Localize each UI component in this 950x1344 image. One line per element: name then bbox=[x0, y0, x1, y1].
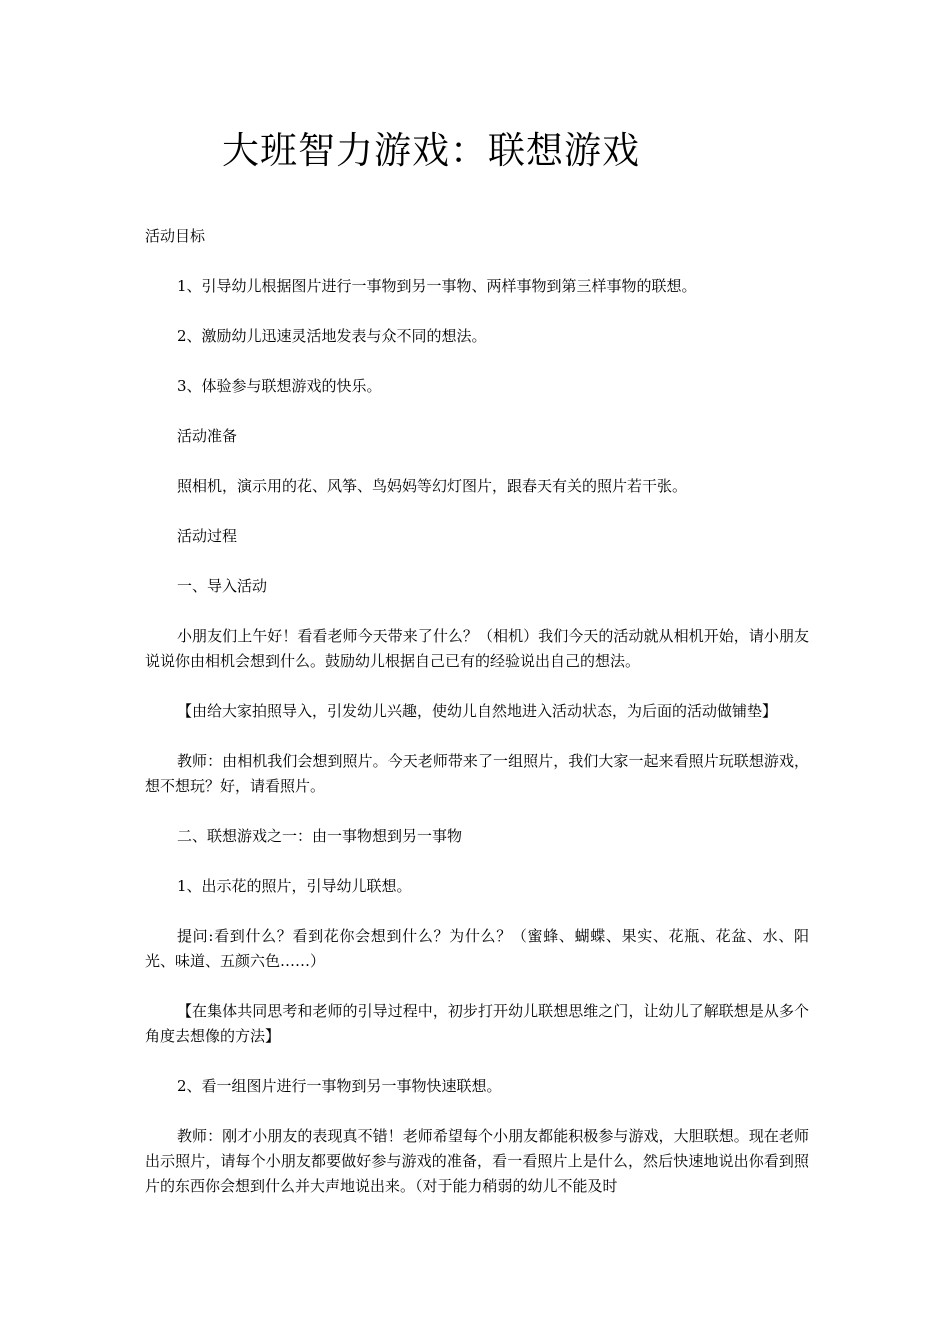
paragraph: 提问:看到什么？看到花你会想到什么？为什么？（蜜蜂、蝴蝶、果实、花瓶、花盆、水、阳光、味道、五颜六色……） bbox=[145, 927, 809, 970]
paragraph: 活动准备 bbox=[177, 427, 238, 445]
paragraph: 照相机，演示用的花、风筝、鸟妈妈等幻灯图片，跟春天有关的照片若干张。 bbox=[177, 477, 688, 495]
paragraph: 一、导入活动 bbox=[177, 577, 268, 595]
document-body bbox=[145, 224, 809, 1224]
paragraph: 教师：刚才小朋友的表现真不错！老师希望每个小朋友都能积极参与游戏，大胆联想。现在老师出示照片，请每个小朋友都要做好参与游戏的准备，看一看照片上是什么，然后快速地说出你看到照片的东西你会想到什么并大声地说出来。（对于能力稍弱的幼儿不能及时 bbox=[145, 1127, 809, 1195]
document-title: 大班智力游戏：联想游戏 bbox=[222, 129, 640, 172]
paragraph: 1、引导幼儿根据图片进行一事物到另一事物、两样事物到第三样事物的联想。 bbox=[177, 277, 697, 295]
paragraph: 2、看一组图片进行一事物到另一事物快速联想。 bbox=[177, 1077, 502, 1095]
paragraph: 3、体验参与联想游戏的快乐。 bbox=[177, 377, 382, 395]
paragraph: 【由给大家拍照导入，引发幼儿兴趣，使幼儿自然地进入活动状态，为后面的活动做铺垫】 bbox=[177, 702, 778, 720]
paragraph: 活动目标 bbox=[145, 227, 206, 245]
paragraph: 【在集体共同思考和老师的引导过程中，初步打开幼儿联想思维之门，让幼儿了解联想是从多个角度去想像的方法】 bbox=[145, 1002, 809, 1045]
paragraph: 2、激励幼儿迅速灵活地发表与众不同的想法。 bbox=[177, 327, 487, 345]
paragraph: 教师：由相机我们会想到照片。今天老师带来了一组照片，我们大家一起来看照片玩联想游戏，想不想玩？好，请看照片。 bbox=[145, 752, 809, 795]
paragraph: 二、联想游戏之一：由一事物想到另一事物 bbox=[177, 827, 463, 845]
paragraph: 1、出示花的照片，引导幼儿联想。 bbox=[177, 877, 412, 895]
paragraph: 小朋友们上午好！看看老师今天带来了什么？（相机）我们今天的活动就从相机开始，请小朋友说说你由相机会想到什么。鼓励幼儿根据自己已有的经验说出自己的想法。 bbox=[145, 627, 809, 670]
paragraph: 活动过程 bbox=[177, 527, 238, 545]
